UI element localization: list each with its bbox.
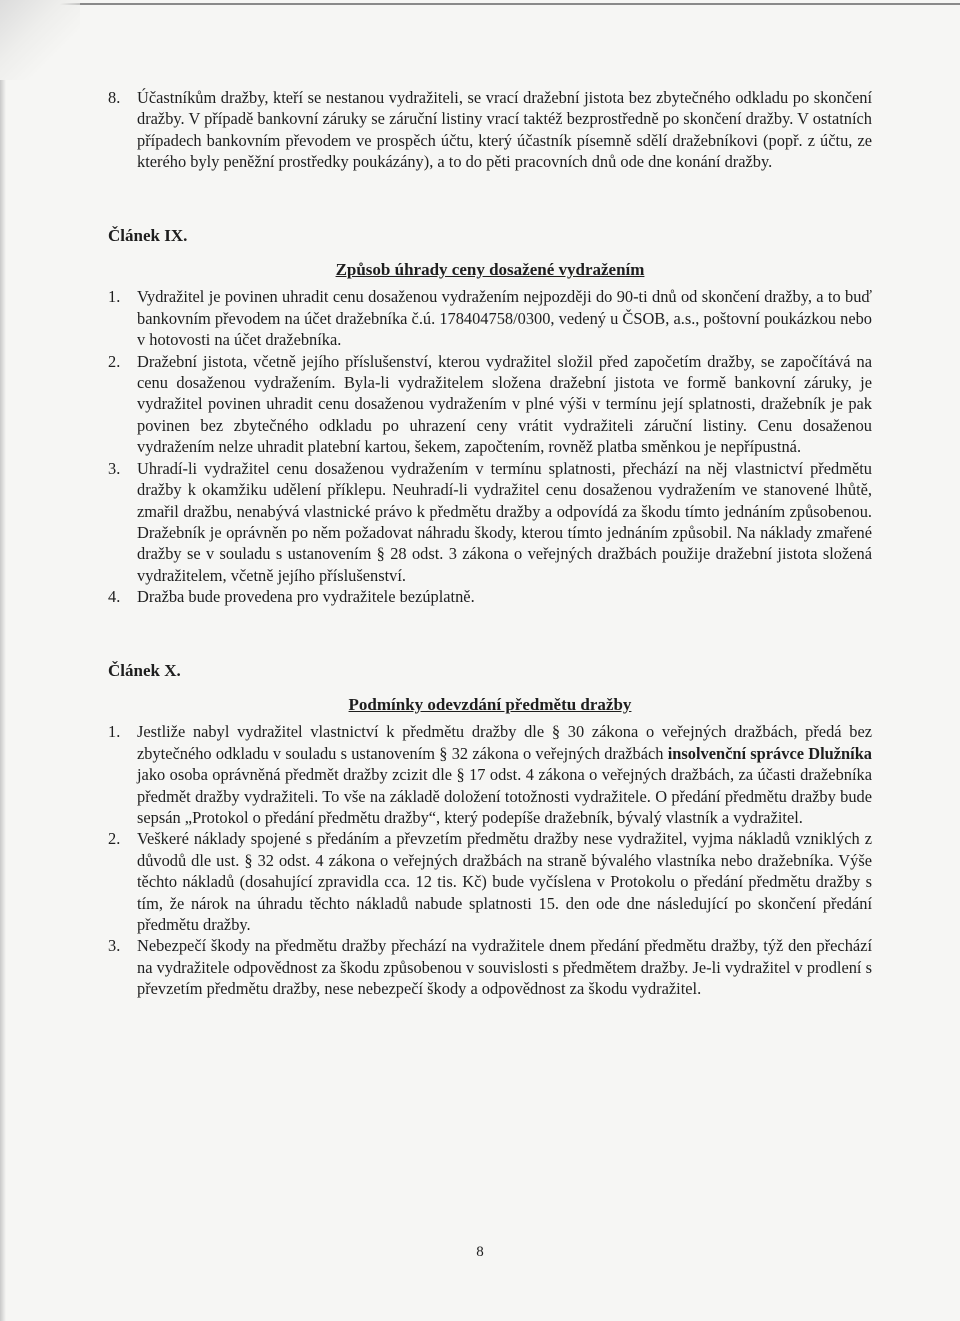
scan-top-edge bbox=[0, 3, 960, 5]
article-10-item-3 bbox=[108, 935, 872, 999]
item-number: 2. bbox=[108, 351, 121, 371]
article-9-item-3 bbox=[108, 458, 872, 586]
item-number: 3. bbox=[108, 458, 121, 478]
item-number: 4. bbox=[108, 587, 121, 607]
item-number: 3. bbox=[108, 936, 121, 956]
item-number: 2. bbox=[108, 829, 121, 849]
article-9-item-1 bbox=[108, 286, 872, 350]
article-9-heading: Článek IX. bbox=[108, 225, 188, 245]
scan-left-edge bbox=[0, 80, 6, 1321]
item-text: Nebezpečí škody na předmětu dražby přechází na vydražitele dnem předání předmětu dražby, týž den přechází na vydražitele odpovědnost za škodu způsobenou v souvislosti s předmětem dražby. Je-li vydražitel v prodlení s převzetím předmětu dražby, nese nebezpečí škody a odpovědnost za škodu vydražitel. bbox=[137, 936, 872, 999]
item-text: Vydražitel je povinen uhradit cenu dosaženou vydražením nejpozději do 90-ti dnů od skončení dražby, a to buď bankovním převodem na účet dražebníka č.ú. 178404758/0300, vedený u ČSOB, a.s., poštovní poukázkou nebo v hotovosti na účet dražebníka. bbox=[137, 287, 872, 350]
item-text-part: Jestliže nabyl vydražitel vlastnictví k předmětu dražby dle § 30 zákona o veřejných dražbách, předá bez zbytečného odkladu v souladu s ustanovením § 32 zákona o veřejných dražbách bbox=[137, 722, 872, 763]
item-text: Dražba bude provedena pro vydražitele bezúplatně. bbox=[137, 587, 475, 607]
item-text: Uhradí-li vydražitel cenu dosaženou vydražením v termínu splatnosti, přechází na něj vlastnictví předmětu dražby k okamžiku udělení příklepu. Neuhradí-li vydražitel cenu dosaženou vydražením ve stanovené lhůtě, zmařil dražbu, nenabývá vlastnické právo k předmětu dražby a odpovídá za škodu tímto jednáním způsobenou. Dražebník je oprávněn po něm požadovat náhradu škody, kterou tímto jednáním způsobil. Na náklady zmařené dražby se v souladu s ustanovením § 28 odst. 3 zákona o veřejných dražbách použije dražební jistota složená vydražitelem, včetně jejího příslušenství. bbox=[137, 458, 872, 585]
article-10-item-2 bbox=[108, 828, 872, 935]
article-10-heading: Článek X. bbox=[108, 660, 181, 680]
scan-corner-shadow bbox=[0, 0, 80, 80]
item-text-part: jako osoba oprávněná předmět dražby zcizit dle § 17 odst. 4 zákona o veřejných dražbách, za účasti dražebníka předmět dražby vydražiteli. To vše na základě doložení totožnosti vydražitele. O předání předmětu dražby bude sepsán „Protokol o předání předmětu dražby“, který podepíše dražebník, bývalý vlastník a vydražitel. bbox=[137, 765, 872, 827]
article-10-item-1 bbox=[108, 721, 872, 828]
item-text: Veškeré náklady spojené s předáním a převzetím předmětu dražby nese vydražitel, vyjma nákladů vzniklých z důvodů dle ust. § 32 odst. 4 zákona o veřejných dražbách na straně bývalého vlastníka nebo dražebníka. Výše těchto nákladů (dosahující zpravidla cca. 12 tis. Kč) bude vyčíslena v Protokolu o předání předmětu dražby s tím, že nárok na úhradu těchto nákladů nabude splatnosti 15. den ode dne následující po skončení předání předmětu dražby. bbox=[137, 829, 872, 934]
page-number: 8 bbox=[476, 1244, 484, 1260]
article-9-item-2 bbox=[108, 351, 872, 458]
section-8-paragraph bbox=[108, 87, 872, 173]
item-text: Účastníkům dražby, kteří se nestanou vydražiteli, se vrací dražební jistota bez zbytečného odkladu po skončení dražby. V případě bankovní záruky se záruční listiny vrací taktéž bezprostředně po skončení dražby. V ostatních případech bankovním převodem ve prospěch účtu, který účastník písemně sdělí dražebníkovi (popř. z účtu, ze kterého byly peněžní prostředky poukázány), a to do pěti pracovních dnů ode dne konání dražby. bbox=[137, 88, 872, 172]
item-number: 8. bbox=[108, 88, 121, 107]
article-10-subheading: Podmínky odevzdání předmětu dražby bbox=[348, 694, 632, 714]
item-number: 1. bbox=[108, 722, 121, 742]
item-number: 1. bbox=[108, 287, 121, 307]
item-text: Dražební jistota, včetně jejího příslušenství, kterou vydražitel složil před započetím dražby, se započítává na cenu dosaženou vydražením. Byla-li vydražitelem složena dražební jistota ve formě bankovní záruky, je vydražitel povinen uhradit cenu dosaženou vydražením v plné výši v termínu její splatnosti, dražebník je pak povinen bez zbytečného odkladu po uhrazení ceny vrátit vydražiteli záruční listiny. Cenu dosaženou vydražením nelze uhradit platební kartou, šekem, započtením, rovněž platba směnkou je nepřípustná. bbox=[137, 351, 872, 457]
article-9-item-4 bbox=[108, 586, 872, 607]
insolvency-administrator-bold: insolvenční správce Dlužníka bbox=[667, 743, 872, 763]
article-9-subheading: Způsob úhrady ceny dosažené vydražením bbox=[335, 260, 645, 280]
document-body bbox=[108, 87, 872, 1000]
